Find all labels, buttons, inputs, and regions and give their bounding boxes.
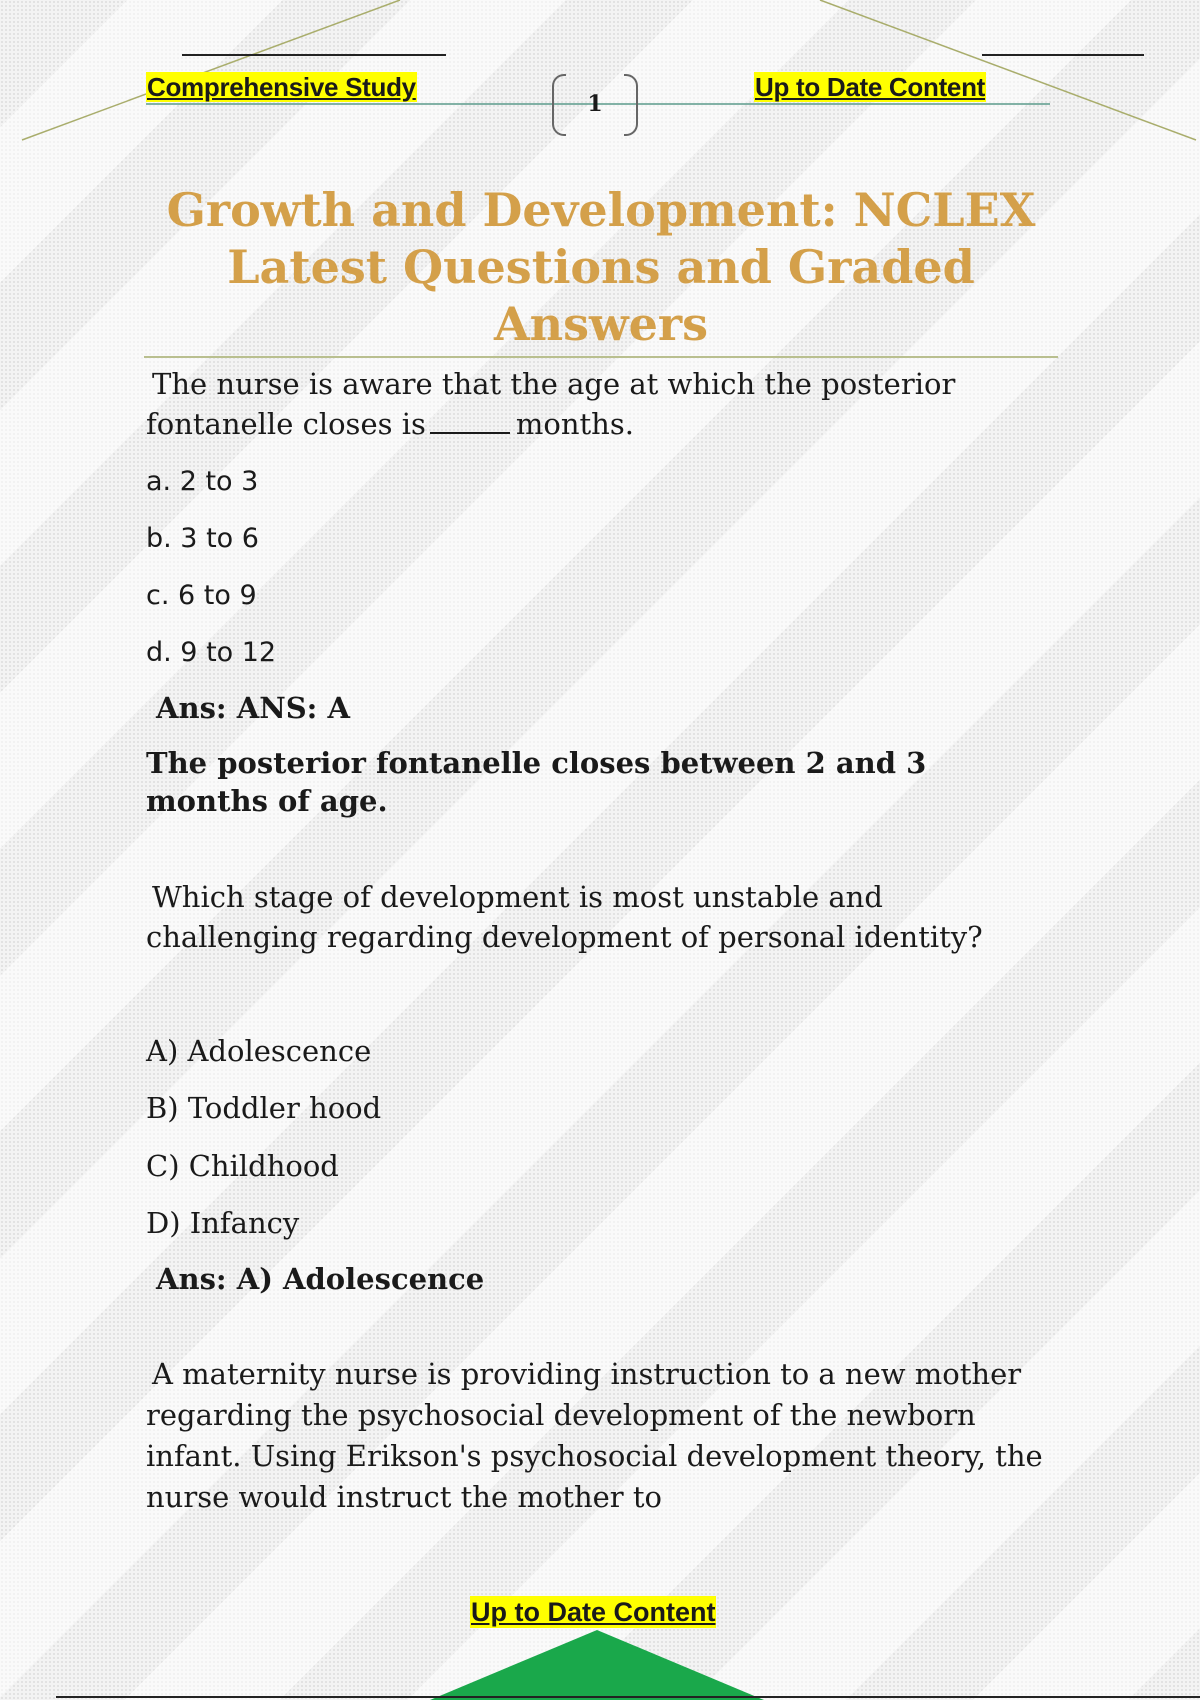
q1-option-a: a. 2 to 3 [146, 466, 259, 497]
fill-in-blank [430, 408, 510, 434]
q3-stem-line: infant. Using Erikson's psychosocial development theory, the [146, 1439, 1043, 1473]
q1-option-c: c. 6 to 9 [146, 580, 257, 611]
title-line: Answers [493, 297, 709, 351]
q1-option-b: b. 3 to 6 [146, 523, 259, 554]
footer-rule [56, 1696, 1200, 1698]
footer-label: Up to Date Content [471, 1597, 716, 1627]
page-number [552, 74, 638, 134]
header-left-label: Comprehensive Study [147, 72, 416, 102]
q1-answer: Ans: ANS: A [156, 691, 350, 725]
q3-stem-line: regarding the psychosocial development of the newborn [146, 1398, 976, 1432]
q2-option-c: C) Childhood [146, 1149, 339, 1183]
header-left-diagonal [22, 0, 400, 140]
page-title [146, 182, 1056, 353]
page-number-value: 1 [587, 91, 603, 117]
q2-option-d: D) Infancy [146, 1206, 300, 1240]
q2-option-b: B) Toddler hood [146, 1091, 382, 1125]
q1-rationale-line: The posterior fontanelle closes between 2 and 3 [146, 746, 927, 780]
q1-stem-text: fontanelle closes is [146, 407, 426, 441]
q2-answer: Ans: A) Adolescence [156, 1262, 485, 1296]
header-right-label: Up to Date Content [755, 72, 986, 102]
q1-stem-text: months. [515, 407, 634, 441]
title-divider [144, 356, 1058, 358]
page-number-right-bracket [624, 74, 638, 136]
q1-stem-line [146, 404, 634, 445]
q2-stem-line: challenging regarding development of personal identity? [146, 920, 983, 954]
q1-rationale-line: months of age. [146, 784, 388, 818]
q1-stem-line: The nurse is aware that the age at which the posterior [152, 367, 956, 401]
q2-option-a: A) Adolescence [146, 1034, 372, 1068]
q2-stem-line: Which stage of development is most unstable and [152, 880, 883, 914]
q3-stem-line: nurse would instruct the mother to [146, 1480, 662, 1514]
page-number-left-bracket [552, 74, 566, 136]
title-line: Growth and Development: NCLEX [166, 183, 1036, 237]
q1-option-d: d. 9 to 12 [146, 637, 277, 668]
title-line: Latest Questions and Graded [227, 240, 975, 294]
footer-triangle [430, 1630, 764, 1700]
q3-stem-line: A maternity nurse is providing instruction to a new mother [152, 1357, 1022, 1391]
header-right-diagonal [820, 0, 1196, 140]
